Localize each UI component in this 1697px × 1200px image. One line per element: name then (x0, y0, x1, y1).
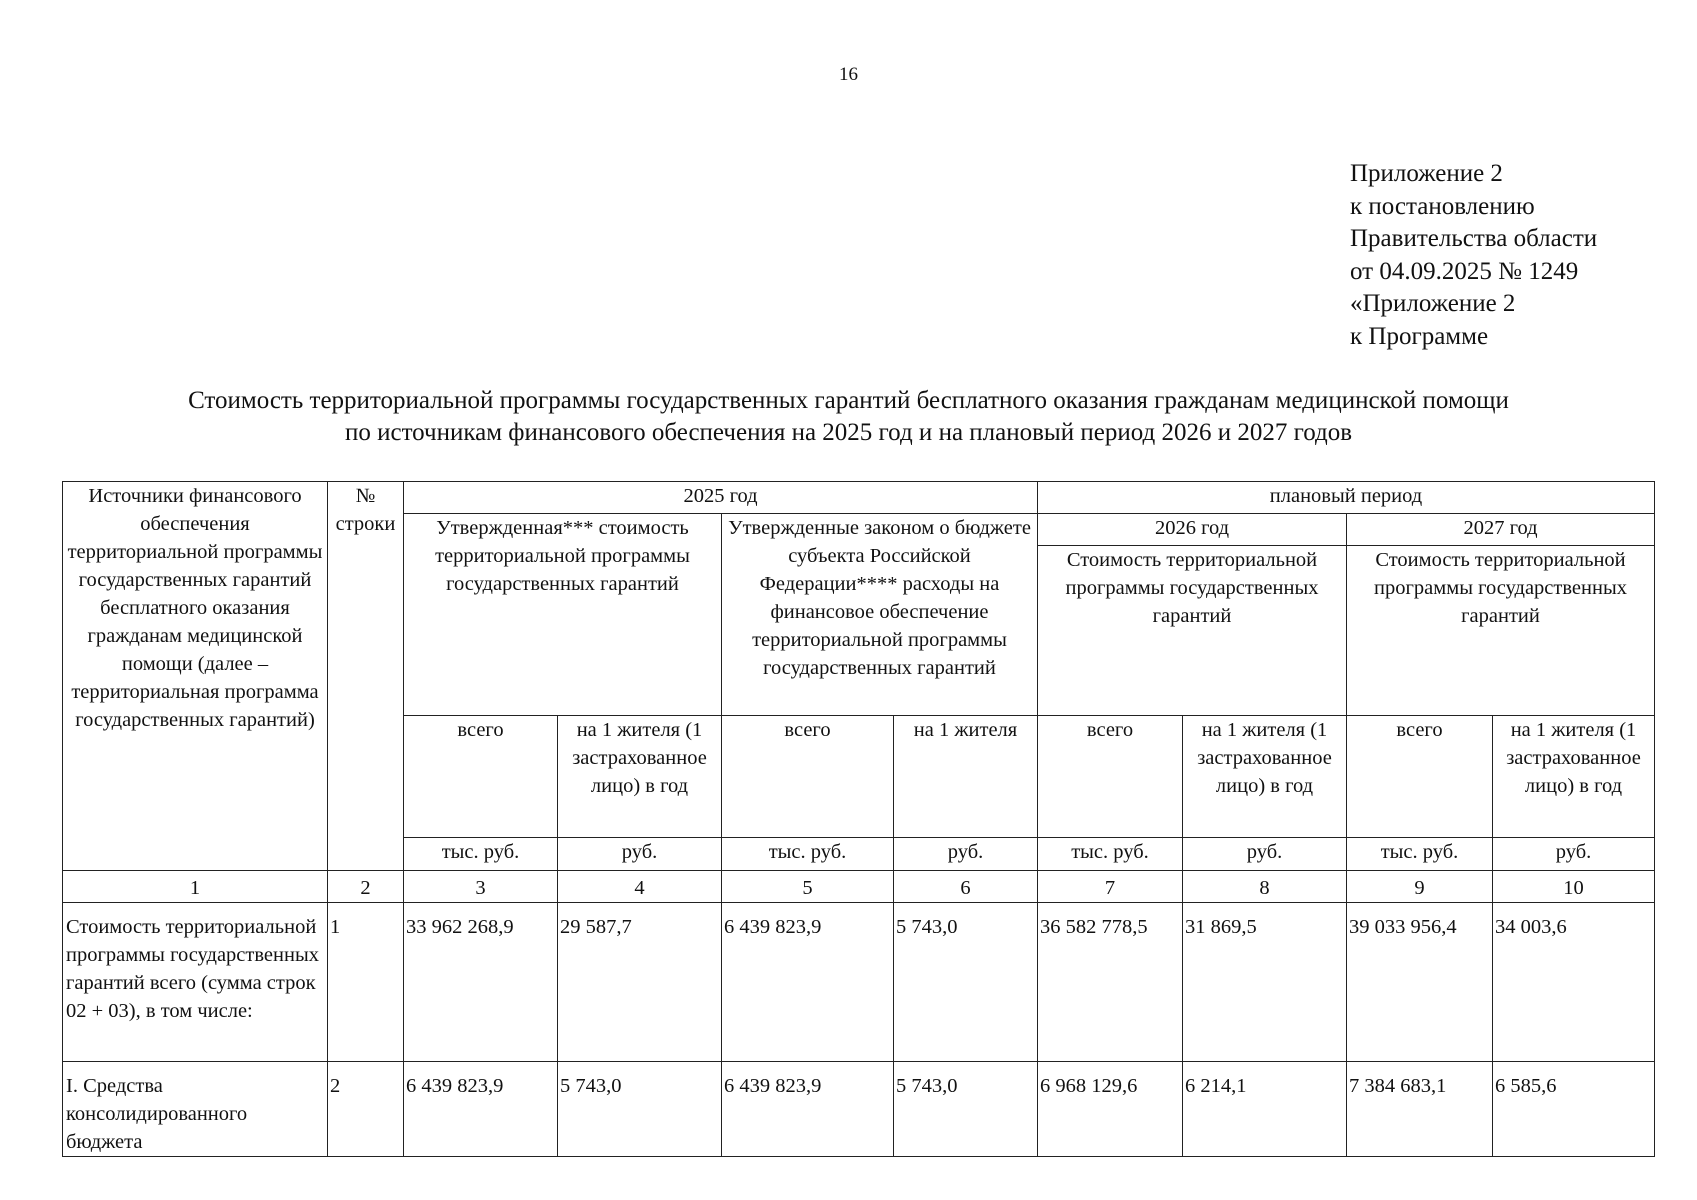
row-number: 2 (328, 1062, 404, 1157)
unit-cell: тыс. руб. (1038, 838, 1183, 871)
approval-line: Правительства области (1350, 225, 1598, 252)
value-cell: 6 585,6 (1493, 1062, 1655, 1157)
header-planned-period: плановый период (1038, 482, 1655, 514)
column-number: 5 (722, 871, 894, 903)
approval-line: к постановлению (1350, 192, 1535, 220)
title-line-2: по источникам финансового обеспечения на 2025 год и на плановый период 2026 и 2027 годов (344, 419, 1353, 446)
header-total: всего (1038, 716, 1183, 838)
value-cell: 5 743,0 (894, 903, 1038, 1062)
value-cell: 5 743,0 (894, 1062, 1038, 1157)
column-number: 7 (1038, 871, 1183, 903)
row-label: Стоимость территориальной программы государственных гарантий всего (сумма строк 02 + 03), в том числе: (63, 903, 328, 1062)
value-cell: 31 869,5 (1183, 903, 1347, 1062)
header-per-resident: на 1 жителя (1 застрахованное лицо) в год (558, 716, 722, 838)
column-number: 8 (1183, 871, 1347, 903)
header-year-2026: 2026 год (1038, 514, 1347, 546)
approval-block (1350, 158, 1597, 353)
unit-cell: тыс. руб. (404, 838, 558, 871)
table-row (63, 1062, 1655, 1157)
header-approved-law: Утвержденные законом о бюджете субъекта Российской Федерации**** расходы на финансовое обеспечение территориальной программы государственных гарантий (722, 514, 1038, 716)
approval-line: к Программе (1350, 322, 1489, 350)
document-title (60, 385, 1637, 449)
header-year-2025: 2025 год (404, 482, 1038, 514)
value-cell: 34 003,6 (1493, 903, 1655, 1062)
row-number: 1 (328, 903, 404, 1062)
header-cost-2026: Стоимость территориальной программы государственных гарантий (1038, 546, 1347, 716)
value-cell: 6 439 823,9 (404, 1062, 558, 1157)
column-number: 10 (1493, 871, 1655, 903)
value-cell: 33 962 268,9 (404, 903, 558, 1062)
column-number-row (63, 871, 1655, 903)
unit-cell: руб. (1493, 838, 1655, 871)
header-row-number: № строки (328, 482, 404, 871)
approval-line: Приложение 2 (1350, 160, 1503, 187)
header-approved-cost: Утвержденная*** стоимость территориальной программы государственных гарантий (404, 514, 722, 716)
header-per-resident: на 1 жителя (1 застрахованное лицо) в год (1183, 716, 1347, 838)
column-number: 6 (894, 871, 1038, 903)
column-number: 4 (558, 871, 722, 903)
page-number: 16 (839, 64, 858, 85)
value-cell: 6 439 823,9 (722, 1062, 894, 1157)
approval-line: от 04.09.2025 № 1249 (1350, 257, 1579, 285)
header-per-resident: на 1 жителя (1 застрахованное лицо) в год (1493, 716, 1655, 838)
approval-line: «Приложение 2 (1350, 290, 1516, 317)
value-cell: 29 587,7 (558, 903, 722, 1062)
value-cell: 6 439 823,9 (722, 903, 894, 1062)
unit-cell: руб. (894, 838, 1038, 871)
column-number: 2 (328, 871, 404, 903)
cost-table (62, 481, 1655, 1157)
title-line-1: Стоимость территориальной программы государственных гарантий бесплатного оказания гражданам медицинской помощи (188, 387, 1509, 414)
column-number: 9 (1347, 871, 1493, 903)
header-row-years (63, 482, 1655, 514)
value-cell: 6 214,1 (1183, 1062, 1347, 1157)
unit-cell: тыс. руб. (722, 838, 894, 871)
value-cell: 5 743,0 (558, 1062, 722, 1157)
value-cell: 39 033 956,4 (1347, 903, 1493, 1062)
row-label: I. Средства консолидированного бюджета (63, 1062, 328, 1157)
unit-cell: руб. (558, 838, 722, 871)
header-cost-2027: Стоимость территориальной программы государственных гарантий (1347, 546, 1655, 716)
value-cell: 6 968 129,6 (1038, 1062, 1183, 1157)
header-year-2027: 2027 год (1347, 514, 1655, 546)
column-number: 1 (63, 871, 328, 903)
unit-cell: тыс. руб. (1347, 838, 1493, 871)
column-number: 3 (404, 871, 558, 903)
header-total: всего (404, 716, 558, 838)
value-cell: 7 384 683,1 (1347, 1062, 1493, 1157)
header-sources: Источники финансового обеспечения территориальной программы государственных гарантий бесплатного оказания гражданам медицинской помощи (далее – территориальная программа государственных гарантий) (63, 482, 328, 871)
unit-cell: руб. (1183, 838, 1347, 871)
header-per-resident: на 1 жителя (894, 716, 1038, 838)
value-cell: 36 582 778,5 (1038, 903, 1183, 1062)
header-total: всего (722, 716, 894, 838)
header-total: всего (1347, 716, 1493, 838)
table-row (63, 903, 1655, 1062)
